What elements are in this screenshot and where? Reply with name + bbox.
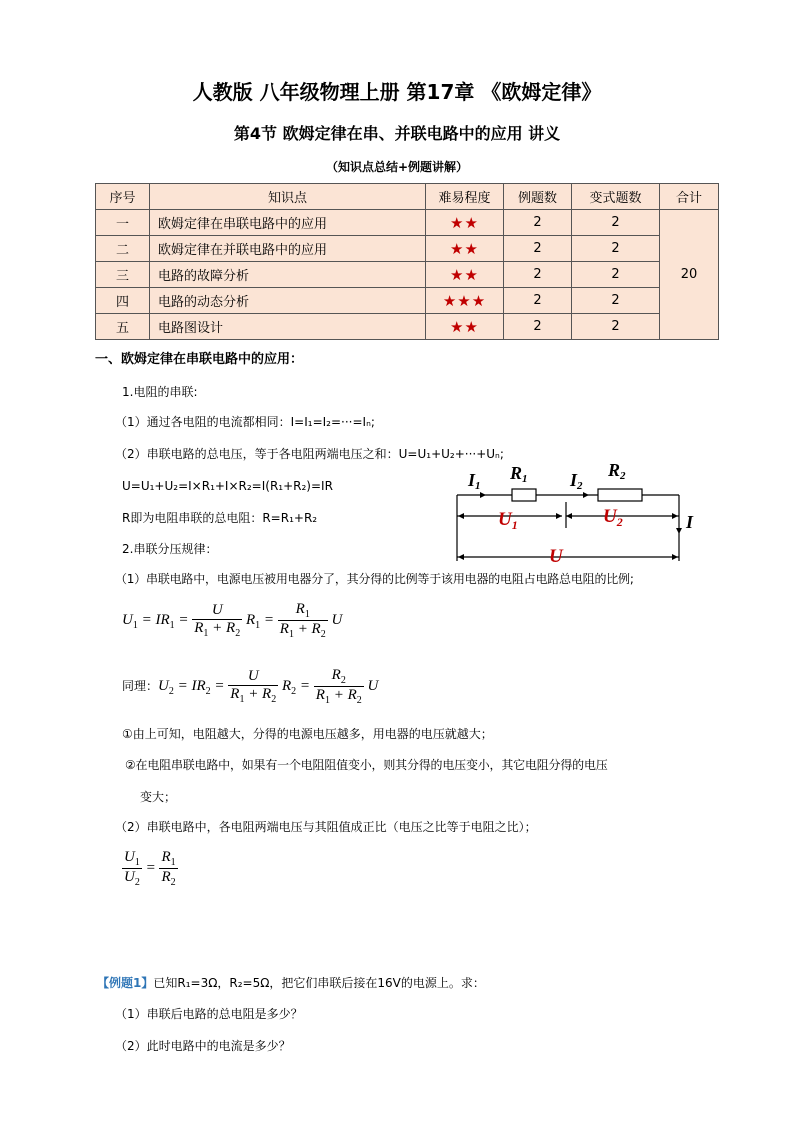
row-topic: 电路的故障分析 — [150, 262, 426, 288]
formula-u1-division — [122, 601, 342, 640]
row-topic: 电路图设计 — [150, 314, 426, 340]
row-difficulty: ★★ — [426, 236, 504, 262]
example-question-1: （1）串联后电路的总电阻是多少？ — [115, 1007, 303, 1021]
example-label: 【例题1】 — [97, 976, 154, 990]
current-label-i2: I2 — [570, 470, 583, 492]
resistor-label-r1: R1 — [510, 463, 528, 485]
rule-voltage-ratio: （1）串联电路中，电源电压被用电器分了，其分得的比例等于该用电器的电阻占电路总电阻的比例; — [115, 572, 634, 586]
row-number: 二 — [96, 236, 150, 262]
row-variants: 2 — [572, 236, 660, 262]
row-examples: 2 — [504, 314, 572, 340]
table-header: 序号 — [96, 184, 150, 210]
row-variants: 2 — [572, 210, 660, 236]
total-resistance-text: R即为电阻串联的总电阻： — [122, 511, 263, 525]
table-header-row — [96, 184, 719, 210]
row-topic: 欧姆定律在串联电路中的应用 — [150, 210, 426, 236]
voltage-label-u2: $U_2$ — [603, 506, 623, 529]
table-header: 知识点 — [150, 184, 426, 210]
row-topic: 电路的动态分析 — [150, 288, 426, 314]
table-header: 例题数 — [504, 184, 572, 210]
example-text: 已知R₁=3Ω，R₂=5Ω，把它们串联后接在16V的电源上。求： — [153, 976, 485, 990]
formula-text: $R_1$ = — [242, 611, 278, 631]
voltage-label-u: U — [549, 546, 563, 567]
formula-ratio: $\frac{U_1}{U_2}$ = $\frac{R_1}{R_2}$ — [124, 849, 176, 888]
row-number: 五 — [96, 314, 150, 340]
equation-total-resistance — [122, 510, 317, 526]
page-subtitle: 第4节 欧姆定律在串、并联电路中的应用 讲义 — [233, 124, 561, 143]
row-number: 一 — [96, 210, 150, 236]
resistor-label-r2: R2 — [608, 460, 626, 482]
row-examples: 2 — [504, 288, 572, 314]
rule-voltage-sum — [115, 446, 504, 462]
row-examples: 2 — [504, 236, 572, 262]
row-examples: 2 — [504, 210, 572, 236]
row-number: 四 — [96, 288, 150, 314]
row-variants: 2 — [572, 262, 660, 288]
formula-text: U — [327, 611, 343, 628]
total-cell: 20 — [660, 210, 719, 340]
rule-current-equal — [115, 414, 375, 430]
equation-total-voltage: U=U₁+U₂=I×R₁+I×R₂=I(R₁+R₂)=IR — [122, 479, 333, 493]
formula-text: $U_1 = IR_1$ = — [122, 611, 193, 631]
row-number: 三 — [96, 262, 150, 288]
row-difficulty: ★★ — [426, 262, 504, 288]
fraction: $\frac{R_1}{R_1 + R_2}$ — [279, 601, 326, 640]
fraction: $\frac{R_1}{R_2}$ — [161, 849, 176, 888]
current-label-i1: I1 — [468, 470, 481, 492]
row-variants: 2 — [572, 288, 660, 314]
subsection-resistor-series: 1.电阻的串联: — [122, 385, 198, 399]
series-circuit-diagram — [450, 458, 700, 568]
row-difficulty: ★★ — [426, 210, 504, 236]
example-question-2: （2）此时电路中的电流是多少？ — [115, 1039, 291, 1053]
formula-u2-division — [122, 667, 378, 706]
table-header: 合计 — [660, 184, 719, 210]
rule-current-formula: I=I₁=I₂=···=Iₙ; — [290, 415, 375, 429]
knowledge-table — [95, 183, 719, 340]
rule-current-text: （1）通过各电阻的电流都相同： — [115, 415, 291, 429]
rule-proportional: （2）串联电路中，各电阻两端电压与其阻值成正比（电压之比等于电阻之比）； — [115, 820, 537, 834]
note-smaller-resistance-cont: 变大； — [140, 790, 177, 804]
table-header: 变式题数 — [572, 184, 660, 210]
formula-u2: $U_2 = IR_2$ = $\frac{U}{R_1 + R_2}$ $R_2$ = $\frac{R_2}{R_1 + R_2}$ U — [158, 667, 379, 706]
same-label: 同理： — [122, 678, 159, 693]
voltage-label-u1: $U_1$ — [498, 509, 518, 532]
table-row — [96, 288, 719, 314]
table-row — [96, 262, 719, 288]
row-examples: 2 — [504, 262, 572, 288]
subsection-voltage-division: 2.串联分压规律： — [122, 542, 218, 556]
current-label-i: I — [686, 512, 694, 532]
fraction: $\frac{U}{R_1 + R_2}$ — [194, 602, 241, 639]
table-row — [96, 236, 719, 262]
table-header: 难易程度 — [426, 184, 504, 210]
table-row — [96, 314, 719, 340]
row-difficulty: ★★★ — [426, 288, 504, 314]
section-heading: 一、欧姆定律在串联电路中的应用： — [95, 352, 304, 367]
total-resistance-formula: R=R₁+R₂ — [262, 511, 318, 525]
row-variants: 2 — [572, 314, 660, 340]
page-subnote: （知识点总结+例题讲解） — [325, 160, 469, 174]
note-larger-resistance: ①由上可知，电阻越大，分得的电源电压越多，用电器的电压就越大； — [122, 727, 493, 741]
rule-voltage-text: （2）串联电路的总电压，等于各电阻两端电压之和： — [115, 447, 399, 461]
rule-voltage-formula: U=U₁+U₂+···+Uₙ; — [398, 447, 504, 461]
note-smaller-resistance: ②在电阻串联电路中，如果有一个电阻阻值变小，则其分得的电压变小，其它电阻分得的电压 — [125, 758, 608, 772]
page-title: 人教版 八年级物理上册 第17章 《欧姆定律》 — [192, 80, 602, 104]
example-1 — [97, 975, 485, 991]
table-row — [96, 210, 719, 236]
fraction: $\frac{U_1}{U_2}$ — [124, 849, 140, 888]
row-topic: 欧姆定律在并联电路中的应用 — [150, 236, 426, 262]
row-difficulty: ★★ — [426, 314, 504, 340]
